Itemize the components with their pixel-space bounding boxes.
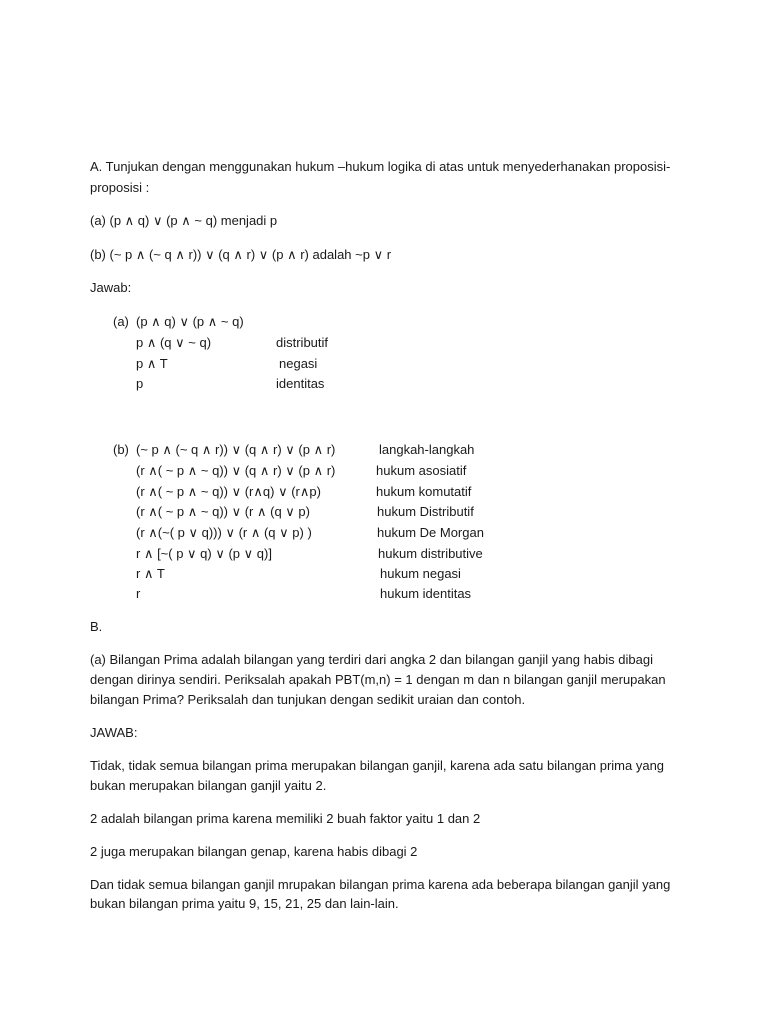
answer-label-a: Jawab: [90, 280, 132, 295]
answer-b-step-expr: r ∧ T [136, 566, 165, 581]
section-b-label: B. [90, 619, 103, 634]
answer-a-step-law: negasi [279, 356, 318, 371]
answer-b-step-law: hukum komutatif [376, 484, 472, 499]
answer-b-step-law: hukum distributive [378, 546, 483, 561]
paragraph-line: 2 juga merupakan bilangan genap, karena habis dibagi 2 [90, 844, 418, 859]
answer-a-step-law: distributif [276, 335, 329, 350]
answer-a-step-expr: p ∧ (q ∨ ~ q) [136, 335, 212, 350]
answer-b-step-law: langkah-langkah [379, 442, 475, 457]
answer-b-step-expr: r [136, 586, 141, 601]
section-a-intro-line-1: A. Tunjukan dengan menggunakan hukum –hukum logika di atas untuk menyederhanakan proposisi- [90, 159, 671, 174]
answer-b-step-law: hukum Distributif [377, 504, 474, 519]
question-line: dengan dirinya sendiri. Periksalah apakah PBT(m,n) = 1 dengan m dan n bilangan ganjil merupakan [90, 672, 666, 687]
answer-a-label: (a) [113, 314, 129, 329]
answer-b-step-expr: (r ∧(~( p ∨ q))) ∨ (r ∧ (q ∨ p) ) [136, 525, 312, 540]
paragraph-line: bukan merupakan bilangan ganjil yaitu 2. [90, 778, 327, 793]
answer-b-step-expr: (r ∧( ~ p ∧ ~ q)) ∨ (q ∧ r) ∨ (p ∧ r) [136, 463, 336, 478]
answer-b-step-expr: r ∧ [~( p ∨ q) ∨ (p ∨ q)] [136, 546, 272, 561]
answer-a-step-expr: p [136, 376, 144, 391]
paragraph-line: bukan bilangan prima yaitu 9, 15, 21, 25 dan lain-lain. [90, 896, 399, 911]
answer-a-step-expr: p ∧ T [136, 356, 168, 371]
problem-a: (a) (p ∧ q) ∨ (p ∧ ~ q) menjadi p [90, 213, 278, 228]
answer-b-step-expr: (r ∧( ~ p ∧ ~ q)) ∨ (r∧q) ∨ (r∧p) [136, 484, 321, 499]
paragraph-line: 2 adalah bilangan prima karena memiliki 2 buah faktor yaitu 1 dan 2 [90, 811, 481, 826]
answer-a-step-law: identitas [276, 376, 325, 391]
question-line: (a) Bilangan Prima adalah bilangan yang terdiri dari angka 2 dan bilangan ganjil yang habis dibagi [90, 652, 653, 667]
paragraph-line: Tidak, tidak semua bilangan prima merupakan bilangan ganjil, karena ada satu bilangan prima yang [90, 758, 665, 773]
answer-b-step-expr: (~ p ∧ (~ q ∧ r)) ∨ (q ∧ r) ∨ (p ∧ r) [136, 442, 336, 457]
answer-b-label: (b) [113, 442, 129, 457]
section-a-intro-line-2: proposisi : [90, 180, 150, 195]
paragraph-line: Dan tidak semua bilangan ganjil mrupakan bilangan prima karena ada beberapa bilangan ganjil yang [90, 877, 671, 892]
answer-label-b: JAWAB: [90, 725, 138, 740]
answer-b-step-expr: (r ∧( ~ p ∧ ~ q)) ∨ (r ∧ (q ∨ p) [136, 504, 310, 519]
problem-b: (b) (~ p ∧ (~ q ∧ r)) ∨ (q ∧ r) ∨ (p ∧ r) adalah ~p ∨ r [90, 247, 392, 262]
answer-b-step-law: hukum De Morgan [377, 525, 484, 540]
answer-a-step-expr: (p ∧ q) ∨ (p ∧ ~ q) [136, 314, 244, 329]
question-line: bilangan Prima? Periksalah dan tunjukan dengan sedikit uraian dan contoh. [90, 692, 526, 707]
answer-b-step-law: hukum asosiatif [376, 463, 467, 478]
answer-b-step-law: hukum identitas [380, 586, 472, 601]
answer-b-step-law: hukum negasi [380, 566, 461, 581]
